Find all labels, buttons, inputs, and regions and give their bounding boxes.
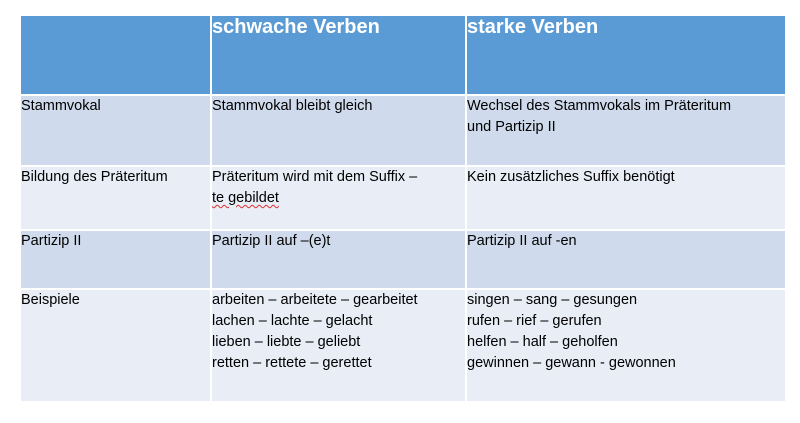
spellcheck-underlined-text: te gebildet <box>212 190 279 206</box>
cell-line: Kein zusätzliches Suffix benötigt <box>467 169 675 185</box>
cell-line: Stammvokal bleibt gleich <box>212 98 373 114</box>
strong-verb-cell <box>466 230 786 289</box>
table-row <box>20 230 786 289</box>
header-cell-empty <box>20 15 211 95</box>
verb-comparison-table <box>19 14 787 403</box>
table-row <box>20 95 786 166</box>
example-line: rufen – rief – gerufen <box>467 313 602 329</box>
example-line: lachen – lachte – gelacht <box>212 313 373 329</box>
weak-verb-cell <box>211 95 466 166</box>
weak-verb-cell <box>211 289 466 402</box>
row-label-cell <box>20 166 211 230</box>
cell-line-spellcheck <box>212 188 465 209</box>
weak-verb-cell <box>211 230 466 289</box>
cell-line: Partizip II auf –(e)t <box>212 233 331 249</box>
row-label: Partizip II <box>21 233 82 249</box>
header-cell-weak-verbs: schwache Verben <box>211 15 466 95</box>
cell-line: Wechsel des Stammvokals im Präteritum <box>467 98 732 114</box>
strong-verb-cell <box>466 166 786 230</box>
row-label-cell <box>20 289 211 402</box>
header-cell-strong-verbs: starke Verben <box>466 15 786 95</box>
example-line: lieben – liebte – geliebt <box>212 334 361 350</box>
cell-line: Partizip II auf -en <box>467 233 577 249</box>
example-line: gewinnen – gewann - gewonnen <box>467 355 676 371</box>
slide-content <box>19 14 785 403</box>
table-row <box>20 289 786 402</box>
weak-verb-cell <box>211 166 466 230</box>
example-line: singen – sang – gesungen <box>467 292 638 308</box>
strong-verb-cell <box>466 95 786 166</box>
row-label-cell <box>20 95 211 166</box>
example-line: retten – rettete – gerettet <box>212 355 372 371</box>
row-label-cell <box>20 230 211 289</box>
table-row <box>20 166 786 230</box>
header-row <box>20 15 786 95</box>
row-label: Stammvokal <box>21 98 101 114</box>
row-label: Bildung des Präteritum <box>21 169 168 185</box>
cell-line: Präteritum wird mit dem Suffix – <box>212 169 418 185</box>
row-label: Beispiele <box>21 292 80 308</box>
example-line: helfen – half – geholfen <box>467 334 618 350</box>
example-line: arbeiten – arbeitete – gearbeitet <box>212 292 418 308</box>
strong-verb-cell <box>466 289 786 402</box>
cell-line: und Partizip II <box>467 119 556 135</box>
